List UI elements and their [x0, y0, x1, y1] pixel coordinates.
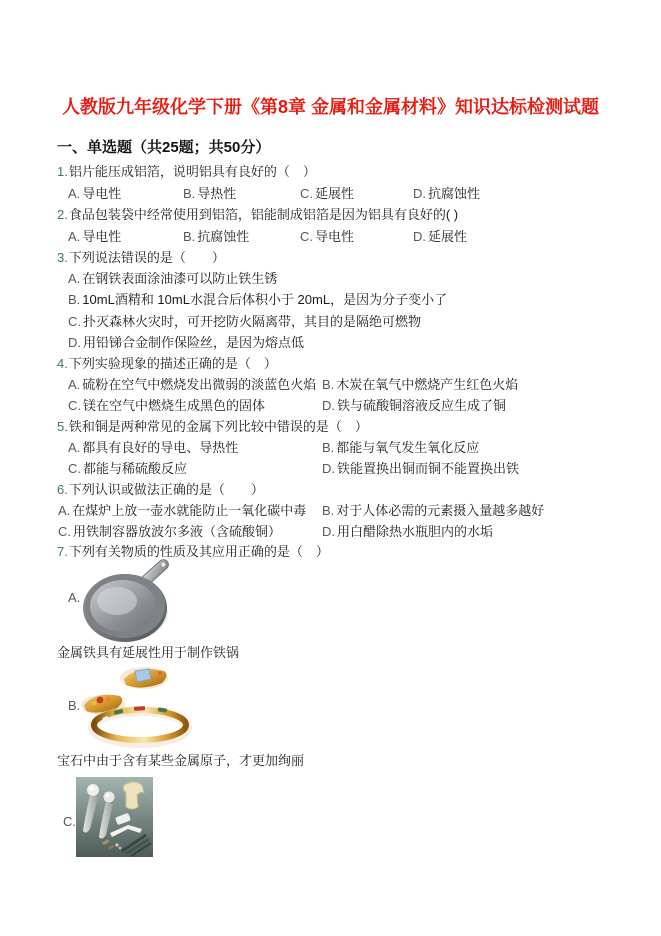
- option-letter: D.: [322, 524, 335, 539]
- option-text: 延展性: [428, 229, 468, 244]
- question-text: 铁和铜是两种常见的金属下列比较中错误的是（ ）: [68, 419, 368, 434]
- option-b: [183, 229, 249, 245]
- question-3-option-b: [68, 292, 447, 308]
- question-text: 铝片能压成铝箔，说明铝具有良好的（ ）: [68, 164, 316, 179]
- option-a: [58, 503, 306, 519]
- option-letter: C.: [68, 461, 81, 476]
- option-b: [322, 503, 544, 519]
- option-letter: B.: [183, 229, 196, 244]
- question-6-stem: [57, 482, 264, 498]
- question-number: 7.: [57, 544, 68, 559]
- question-number: 3.: [57, 250, 68, 265]
- option-letter: D.: [68, 335, 81, 350]
- option-letter: C.: [58, 524, 71, 539]
- section-heading: 一、单选题（共25题；共50分）: [57, 139, 271, 156]
- option-letter: B.: [322, 503, 335, 518]
- option-letter: C.: [300, 229, 313, 244]
- option-letter: B.: [183, 186, 196, 201]
- option-d: [322, 398, 506, 414]
- option-text: 都能与氧气发生氧化反应: [336, 440, 480, 455]
- question-6-options-row-2: [0, 524, 661, 542]
- frying-pan-photo: [80, 556, 180, 644]
- option-b: [322, 377, 518, 393]
- question-5-stem: [57, 419, 368, 435]
- page-title: 人教版九年级化学下册《第8章 金属和金属材料》知识达标检测试题: [61, 97, 599, 117]
- question-6-options-row-1: [0, 503, 661, 521]
- option-c: [58, 524, 281, 540]
- question-number: 2.: [57, 207, 68, 222]
- metal-implants-photo: [76, 777, 153, 857]
- option-a: [68, 229, 121, 245]
- question-2-options: [0, 229, 661, 247]
- question-number: 5.: [57, 419, 68, 434]
- option-text: 延展性: [315, 186, 355, 201]
- question-3-option-a: [68, 271, 277, 287]
- option-text: 铁能置换出铜而铜不能置换出铁: [337, 461, 520, 476]
- option-letter: D.: [413, 186, 426, 201]
- question-text: 下列实验现象的描述正确的是（ ）: [68, 356, 277, 371]
- option-letter: A.: [68, 186, 81, 201]
- option-text: 导热性: [197, 186, 237, 201]
- question-text: 下列认识或做法正确的是（ ）: [68, 482, 264, 497]
- option-letter: A.: [68, 271, 81, 286]
- option-a: [68, 186, 121, 202]
- option-d: [322, 461, 519, 477]
- option-letter: C.: [68, 398, 81, 413]
- option-a: [68, 377, 316, 393]
- option-c: [300, 186, 354, 202]
- option-text: 硫粉在空气中燃烧发出微弱的淡蓝色火焰: [82, 377, 317, 392]
- figure-caption-b: 宝石中由于含有某些金属原子，才更加绚丽: [57, 753, 305, 768]
- question-1-options: [0, 186, 661, 204]
- question-number: 6.: [57, 482, 68, 497]
- option-text: 铁与硫酸铜溶液反应生成了铜: [337, 398, 507, 413]
- option-text: 导电性: [82, 229, 122, 244]
- option-text: 导电性: [315, 229, 355, 244]
- option-d: [413, 229, 467, 245]
- option-b: [322, 440, 479, 456]
- option-text: 在煤炉上放一壶水就能防止一氧化碳中毒: [72, 503, 307, 518]
- option-text: 用白醋除热水瓶胆内的水垢: [337, 524, 494, 539]
- option-text: 都具有良好的导电、导热性: [82, 440, 239, 455]
- question-text: 下列说法错误的是（ ）: [68, 250, 225, 265]
- question-2-stem: [57, 207, 458, 223]
- option-text: 导电性: [82, 186, 122, 201]
- figure-label-b: B.: [68, 698, 81, 713]
- option-text: 在钢铁表面涂油漆可以防止铁生锈: [82, 271, 278, 286]
- question-text: 下列有关物质的性质及其应用正确的是（ ）: [68, 544, 329, 559]
- jewelry-rings-bangle-photo: [78, 663, 203, 751]
- option-text: 木炭在氧气中燃烧产生红色火焰: [336, 377, 519, 392]
- figure-label-a: A.: [68, 590, 81, 605]
- option-text: 镁在空气中燃烧生成黑色的固体: [83, 398, 266, 413]
- option-letter: B.: [322, 377, 335, 392]
- option-letter: A.: [68, 377, 81, 392]
- option-text: 用铅锑合金制作保险丝，是因为熔点低: [83, 335, 305, 350]
- option-letter: C.: [68, 314, 81, 329]
- option-d: [322, 524, 493, 540]
- figure-label-c: C.: [63, 814, 76, 829]
- figure-caption-a: 金属铁具有延展性用于制作铁锅: [57, 645, 240, 660]
- question-3-option-c: [68, 314, 421, 330]
- question-number: 1.: [57, 164, 68, 179]
- option-a: [68, 440, 238, 456]
- question-4-options-row-1: [0, 377, 661, 395]
- question-1-stem: [57, 164, 316, 180]
- option-letter: A.: [68, 229, 81, 244]
- option-text: 对于人体必需的元素摄入量越多越好: [336, 503, 545, 518]
- option-letter: D.: [322, 398, 335, 413]
- question-5-options-row-2: [0, 461, 661, 479]
- option-text: 10mL酒精和 10mL水混合后体积小于 20mL，是因为分子变小了: [82, 292, 448, 307]
- option-letter: B.: [322, 440, 335, 455]
- question-number: 4.: [57, 356, 68, 371]
- option-text: 用铁制容器放波尔多液（含硫酸铜）: [73, 524, 282, 539]
- option-letter: D.: [322, 461, 335, 476]
- option-b: [183, 186, 236, 202]
- option-c: [300, 229, 354, 245]
- option-text: 抗腐蚀性: [197, 229, 250, 244]
- option-d: [413, 186, 480, 202]
- question-4-options-row-2: [0, 398, 661, 416]
- question-3-option-d: [68, 335, 304, 351]
- option-text: 扑灭森林火灾时，可开挖防火隔离带，其目的是隔绝可燃物: [83, 314, 422, 329]
- option-c: [68, 398, 265, 414]
- option-letter: C.: [300, 186, 313, 201]
- question-3-stem: [57, 250, 225, 266]
- option-letter: A.: [68, 440, 81, 455]
- option-letter: D.: [413, 229, 426, 244]
- question-5-options-row-1: [0, 440, 661, 458]
- question-text: 食品包装袋中经常使用到铝箔，铝能制成铝箔是因为铝具有良好的( ): [68, 207, 459, 222]
- option-text: 抗腐蚀性: [428, 186, 481, 201]
- option-c: [68, 461, 187, 477]
- option-letter: A.: [58, 503, 71, 518]
- question-4-stem: [57, 356, 277, 372]
- option-text: 都能与稀硫酸反应: [83, 461, 188, 476]
- option-letter: B.: [68, 292, 81, 307]
